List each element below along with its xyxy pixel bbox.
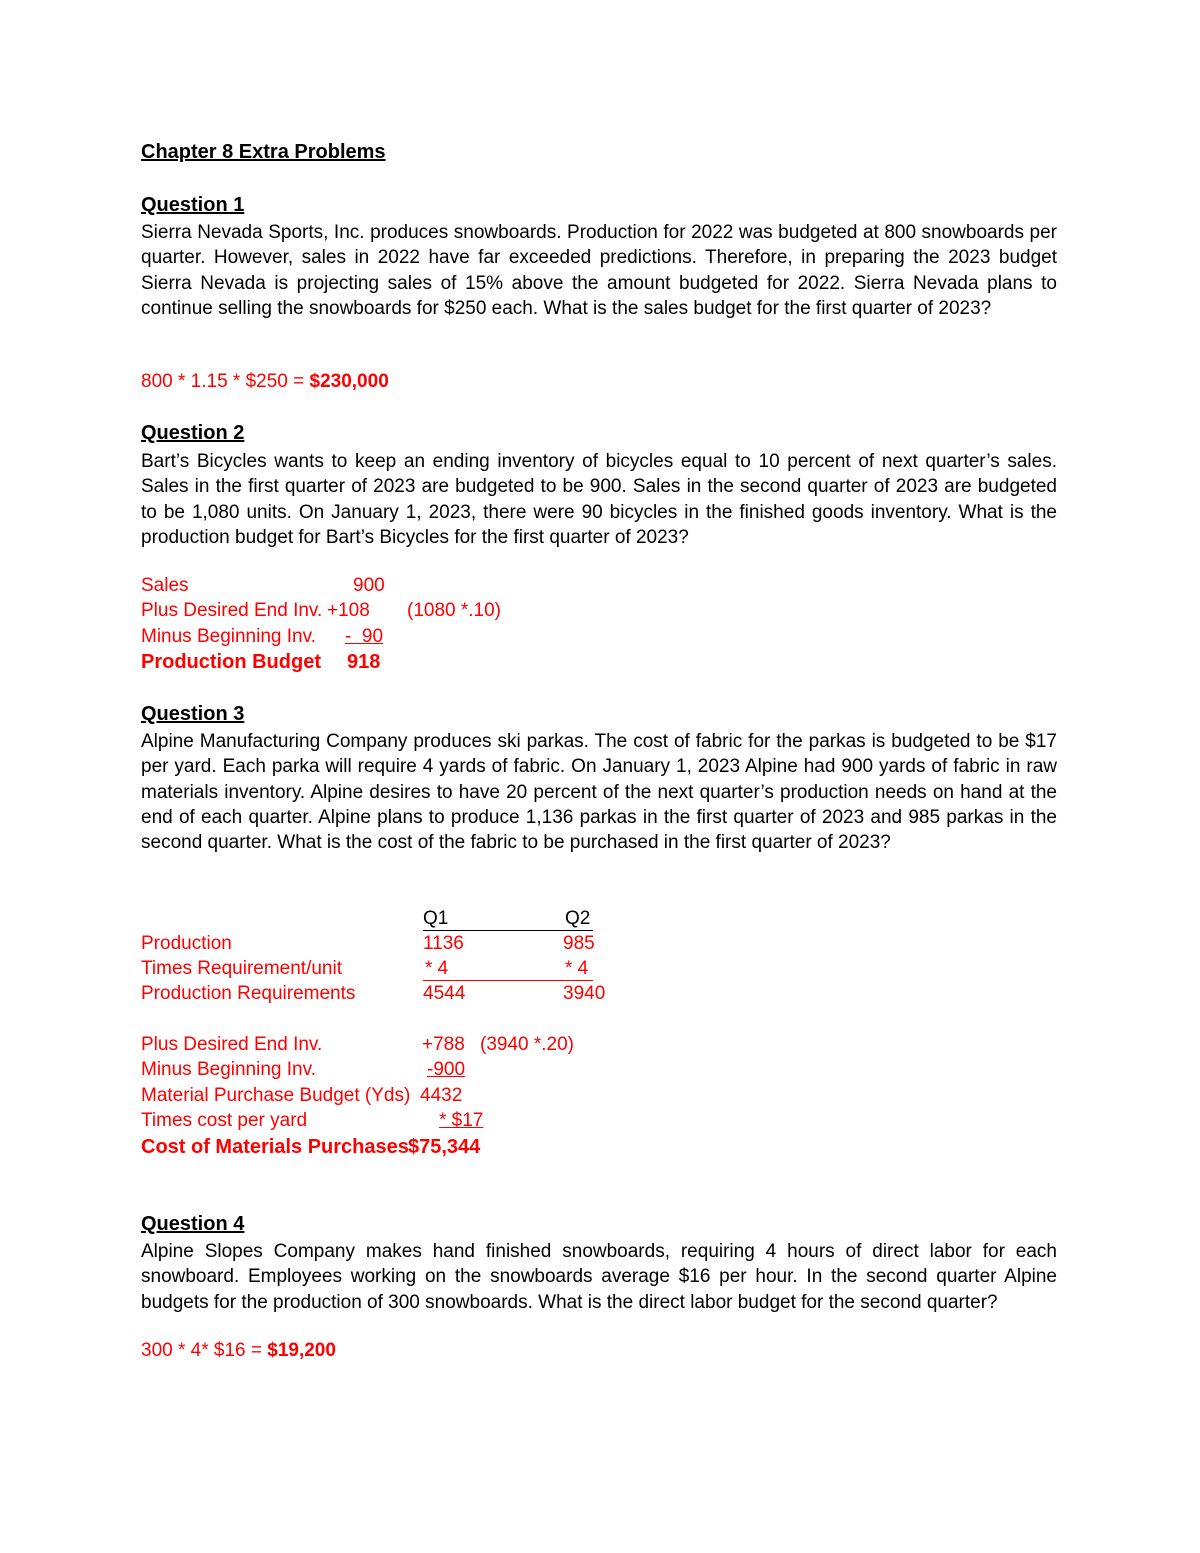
q1-answer-expr: 800 * 1.15 * $250 = [141,371,310,392]
q1-answer [141,371,389,393]
q3-row-cost-materials: Cost of Materials Purchases $75,344 [141,1136,481,1158]
q4-answer [141,1340,336,1362]
q3-col-q2: Q2 [565,908,591,929]
q1-heading: Question 1 [141,194,245,216]
q3-row-purchase-budget: Material Purchase Budget (Yds) 4432 [141,1085,463,1106]
q2-row-production-budget: Production Budget 918 [141,651,381,673]
q3-col-q1: Q1 [423,908,449,929]
q2-row-begin-inv: Minus Beginning Inv. - 90 [141,626,384,647]
document-title: Chapter 8 Extra Problems [141,141,386,163]
q3-row-times-req: Times Requirement/unit * 4 * 4 [141,958,589,979]
q1-text: Sierra Nevada Sports, Inc. produces snowboards. Production for 2022 was budgeted at 800 snowboards per quarter. However, sales in 2022 have far exceeded predictions. Therefore, in preparing the 2023 budget Sierra Nevada is projecting sales of 15% above the amount budgeted for 2022. Sierra Nevada plans to continue selling the snowboards for $250 each. What is the sales budget for the first quarter of 2023? [141,222,1057,319]
q4-heading: Question 4 [141,1213,245,1235]
q2-row-end-inv: Plus Desired End Inv. +108 (1080 *.10) [141,600,502,621]
q4-answer-result: $19,200 [267,1340,336,1361]
q4-text: Alpine Slopes Company makes hand finished snowboards, requiring 4 hours of direct labor for each snowboard. Employees working on the snowboards average $16 per hour. In the second quarter Alpine budgets for the production of 300 snowboards. What is the direct labor budget for the second quarter? [141,1241,1057,1313]
q3-row-begin-inv: Minus Beginning Inv. -900 [141,1059,466,1080]
q3-heading: Question 3 [141,703,245,725]
q3-row-prod-req: Production Requirements 4544 3940 [141,983,606,1004]
q1-answer-result: $230,000 [309,371,389,392]
q2-row-sales: Sales 900 [141,575,385,596]
q3-row-cost-per-yard: Times cost per yard * $17 [141,1110,484,1131]
q3-req-underline [423,980,593,981]
q3-header-underline [423,930,593,931]
q4-answer-expr: 300 * 4* $16 = [141,1340,268,1361]
q3-text: Alpine Manufacturing Company produces ski parkas. The cost of fabric for the parkas is budgeted to be $17 per yard. Each parka will require 4 yards of fabric. On January 1, 2023 Alpine had 900 yards of fabric in raw materials inventory. Alpine desires to have 20 percent of the next quarter’s production needs on hand at the end of each quarter. Alpine plans to produce 1,136 parkas in the first quarter of 2023 and 985 parkas in the second quarter. What is the cost of the fabric to be purchased in the first quarter of 2023? [141,731,1057,854]
q3-row-end-inv: Plus Desired End Inv. +788 (3940 *.20) [141,1034,575,1055]
q2-heading: Question 2 [141,422,245,444]
q3-row-production: Production 1136 985 [141,933,595,954]
q2-text: Bart’s Bicycles wants to keep an ending inventory of bicycles equal to 10 percent of next quarter’s sales. Sales in the first quarter of 2023 are budgeted to be 900. Sales in the second quarter of 2023 are budgeted to be 1,080 units. On January 1, 2023, there were 90 bicycles in the finished goods inventory. What is the production budget for Bart’s Bicycles for the first quarter of 2023? [141,451,1057,548]
